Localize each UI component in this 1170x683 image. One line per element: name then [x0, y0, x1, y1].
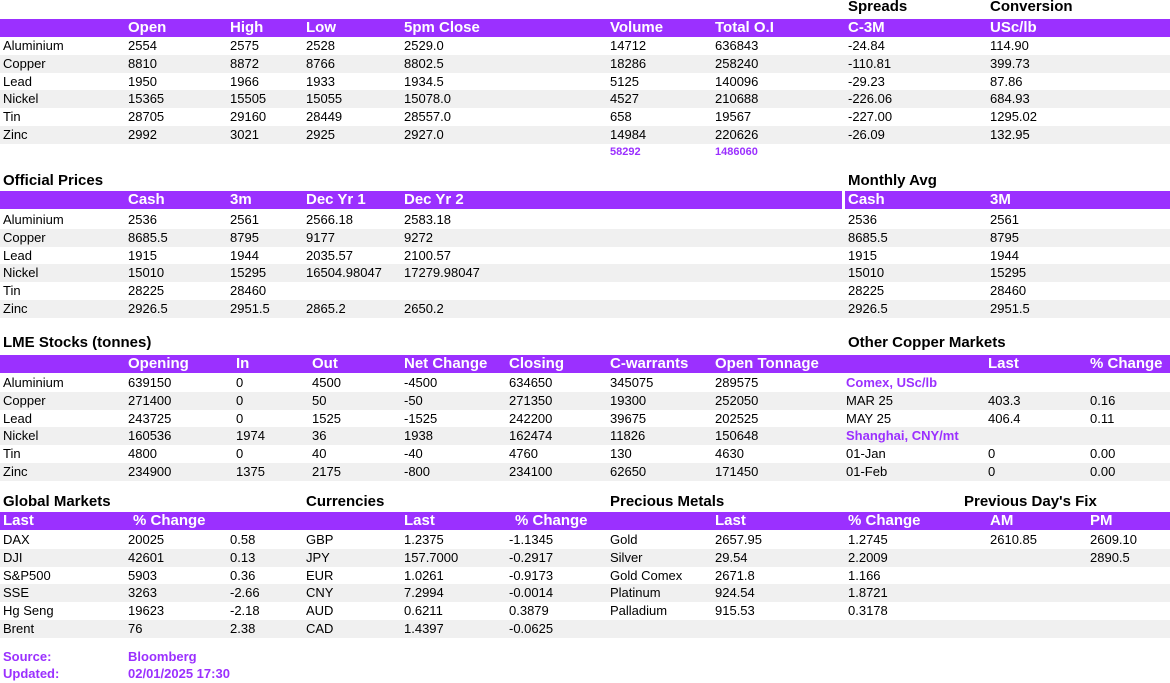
index-last: 3263: [128, 585, 157, 601]
stock-value: 4760: [509, 446, 538, 462]
monthly-value: 15295: [990, 265, 1027, 281]
stocks-col-header: Open Tonnage: [715, 355, 819, 372]
market-value: 1966: [230, 73, 259, 89]
market-value: 19567: [715, 109, 752, 125]
monthly-value: 8795: [990, 229, 1019, 245]
official-value: 15010: [128, 265, 165, 281]
stocks-col-header: Closing: [509, 355, 564, 372]
monthly-value: 1944: [990, 247, 1019, 263]
metal-name: Tin: [3, 283, 21, 299]
metal-name: Lead: [3, 247, 32, 263]
market-value: 29160: [230, 109, 267, 125]
stock-value: 39675: [610, 410, 647, 426]
market-value: 1950: [128, 73, 157, 89]
monthly-value: 2926.5: [848, 301, 888, 316]
markets-col-header: Volume: [610, 19, 664, 36]
market-value: -24.84: [848, 38, 885, 53]
index-name: Brent: [3, 621, 35, 636]
market-value: 8802.5: [404, 55, 444, 71]
index-change: 2.38: [230, 621, 256, 636]
copper-market-subheader: Comex, USc/lb: [846, 375, 938, 390]
official-value: 2926.5: [128, 301, 168, 316]
currency-change: -0.9173: [509, 567, 554, 583]
index-change: -2.66: [230, 585, 260, 601]
market-value: -29.23: [848, 73, 885, 89]
market-value: 14712: [610, 38, 647, 53]
metal-name: Aluminium: [3, 375, 64, 390]
currency-change: -1.1345: [509, 532, 554, 547]
copper-markets-title: Other Copper Markets: [848, 334, 1006, 351]
market-value: 18286: [610, 55, 647, 71]
stock-value: 0: [236, 375, 244, 390]
copper-market-subheader: Shanghai, CNY/mt: [846, 428, 959, 444]
stock-value: 1375: [236, 464, 265, 479]
market-value: 5125: [610, 73, 639, 89]
stock-value: 0: [236, 392, 244, 408]
markets-col-header: Low: [306, 19, 336, 36]
stock-value: 0: [236, 410, 244, 426]
official-value: 16504.98047: [306, 265, 382, 281]
market-value: 684.93: [990, 91, 1030, 107]
currency-last: 0.6211: [404, 603, 443, 619]
copper-contract: MAR 25: [846, 392, 893, 408]
market-value: 28449: [306, 109, 343, 125]
official-value: 2536: [128, 212, 157, 227]
market-value: 140096: [715, 73, 759, 89]
monthly-value: 2561: [990, 212, 1019, 227]
stock-value: 271400: [128, 392, 172, 408]
markets-col-header: USc/lb: [990, 19, 1037, 36]
stock-value: 4630: [715, 446, 744, 462]
market-value: 8872: [230, 55, 259, 71]
stock-value: 62650: [610, 464, 647, 479]
market-value: 399.73: [990, 55, 1030, 71]
precious-name: Gold Comex: [610, 567, 683, 583]
monthly-value: 2951.5: [990, 301, 1030, 316]
official-prices-title: Official Prices: [3, 172, 104, 189]
index-last: 19623: [128, 603, 165, 619]
precious-name: Silver: [610, 549, 643, 565]
precious-metals-title: Precious Metals: [610, 493, 725, 510]
stock-value: 4800: [128, 446, 157, 462]
copper-last: 0: [988, 464, 996, 479]
copper-change: 0.00: [1090, 464, 1116, 479]
stock-value: -50: [404, 392, 423, 408]
official-col-header: Cash: [128, 191, 165, 208]
stocks-col-header: C-warrants: [610, 355, 689, 372]
market-value: 4527: [610, 91, 639, 107]
market-value: 28557.0: [404, 109, 451, 125]
market-value: 2529.0: [404, 38, 444, 53]
market-value: 114.90: [990, 38, 1029, 53]
index-last: 42601: [128, 549, 165, 565]
metal-name: Nickel: [3, 428, 39, 444]
stock-value: 243725: [128, 410, 172, 426]
index-name: DJI: [3, 549, 23, 565]
precious-last: 2657.95: [715, 532, 762, 547]
precious-change: 0.3178: [848, 603, 888, 619]
metal-name: Lead: [3, 73, 32, 89]
metal-name: Zinc: [3, 127, 28, 142]
copper-contract: MAY 25: [846, 410, 892, 426]
market-value: -226.06: [848, 91, 893, 107]
metal-name: Lead: [3, 410, 32, 426]
market-value: 8810: [128, 55, 157, 71]
official-value: 28460: [230, 283, 267, 299]
stock-value: 1525: [312, 410, 341, 426]
index-last: 20025: [128, 532, 165, 547]
stock-value: 19300: [610, 392, 647, 408]
market-value: 14984: [610, 127, 647, 142]
stocks-col-header: Out: [312, 355, 338, 372]
official-value: 8795: [230, 229, 259, 245]
precious-name: Platinum: [610, 585, 661, 601]
official-value: 2100.57: [404, 247, 451, 263]
market-value: 2575: [230, 38, 259, 53]
monthly-col-header: 3M: [990, 191, 1011, 208]
official-value: 2951.5: [230, 301, 270, 316]
market-value: 1934.5: [404, 73, 444, 89]
stock-value: 271350: [509, 392, 553, 408]
index-name: Hg Seng: [3, 603, 54, 619]
metal-name: Nickel: [3, 265, 39, 281]
fix-pm: 2890.5: [1090, 549, 1130, 565]
stock-value: 2175: [312, 464, 341, 479]
stock-value: 252050: [715, 392, 759, 408]
precious-name: Gold: [610, 532, 638, 547]
official-value: 1944: [230, 247, 259, 263]
stock-value: -4500: [404, 375, 438, 390]
official-value: 2561: [230, 212, 259, 227]
section-col-header: AM: [990, 512, 1014, 529]
monthly-col-header: Cash: [848, 191, 885, 208]
currency-change: -0.0014: [509, 585, 554, 601]
source-label: Source:: [3, 649, 52, 664]
section-col-header: Last: [3, 512, 34, 529]
metal-name: Copper: [3, 392, 46, 408]
market-value: -227.00: [848, 109, 893, 125]
currency-change: -0.0625: [509, 621, 554, 636]
previous-fix-title: Previous Day's Fix: [964, 493, 1097, 510]
spreads-title: Spreads: [848, 0, 908, 15]
currency-last: 1.4397: [404, 621, 444, 636]
stock-value: 40: [312, 446, 327, 462]
currency-last: 1.2375: [404, 532, 444, 547]
stock-value: 1974: [236, 428, 265, 444]
copper-change: 0.16: [1090, 392, 1116, 408]
stock-value: -40: [404, 446, 423, 462]
copper-change: 0.11: [1090, 410, 1115, 426]
stock-value: 150648: [715, 428, 759, 444]
section-col-header: % Change: [133, 512, 206, 529]
markets-col-header: 5pm Close: [404, 19, 480, 36]
index-last: 5903: [128, 567, 157, 583]
metal-name: Aluminium: [3, 38, 64, 53]
official-col-header: Dec Yr 1: [306, 191, 366, 208]
copper-last: 406.4: [988, 410, 1021, 426]
copper-contract: 01-Jan: [846, 446, 886, 462]
official-value: 15295: [230, 265, 267, 281]
market-value: 2927.0: [404, 127, 444, 142]
stock-value: 0: [236, 446, 244, 462]
monthly-value: 28225: [848, 283, 885, 299]
section-col-header: % Change: [515, 512, 588, 529]
zebra-stripe: [0, 620, 1170, 638]
official-value: 2035.57: [306, 247, 353, 263]
official-col-header: 3m: [230, 191, 252, 208]
fix-am: 2610.85: [990, 532, 1037, 547]
precious-change: 1.166: [848, 567, 881, 583]
market-value: 15078.0: [404, 91, 451, 107]
section-col-header: PM: [1090, 512, 1113, 529]
market-value: 15365: [128, 91, 165, 107]
official-value: 9177: [306, 229, 335, 245]
market-value: 8766: [306, 55, 335, 71]
stocks-col-header: Opening: [128, 355, 189, 372]
currency-name: JPY: [306, 549, 330, 565]
stock-value: 639150: [128, 375, 172, 390]
stock-value: 242200: [509, 410, 553, 426]
precious-change: 1.2745: [848, 532, 888, 547]
updated-value: 02/01/2025 17:30: [128, 666, 230, 681]
currency-name: CNY: [306, 585, 334, 601]
official-value: 1915: [128, 247, 157, 263]
metal-name: Zinc: [3, 301, 28, 316]
market-value: 2992: [128, 127, 157, 142]
precious-change: 2.2009: [848, 549, 888, 565]
copper-col-header: Last: [988, 355, 1019, 372]
precious-name: Palladium: [610, 603, 668, 619]
stock-value: -1525: [404, 410, 438, 426]
stock-value: 234900: [128, 464, 172, 479]
stock-value: 171450: [715, 464, 759, 479]
market-value: 132.95: [990, 127, 1030, 142]
global-markets-title: Global Markets: [3, 493, 111, 510]
markets-col-header: C-3M: [848, 19, 885, 36]
official-value: 28225: [128, 283, 165, 299]
stock-value: 634650: [509, 375, 553, 390]
copper-change: 0.00: [1090, 446, 1116, 462]
volume-total: 58292: [610, 146, 641, 158]
currency-name: CAD: [306, 621, 334, 636]
market-value: -110.81: [848, 55, 892, 71]
zebra-stripe: [0, 549, 1170, 567]
index-change: 0.13: [230, 549, 256, 565]
market-value: 2925: [306, 127, 335, 142]
stock-value: 4500: [312, 375, 341, 390]
market-value: 2554: [128, 38, 157, 53]
market-value: 15055: [306, 91, 343, 107]
currency-name: EUR: [306, 567, 334, 583]
index-change: 0.58: [230, 532, 256, 547]
precious-last: 29.54: [715, 549, 748, 565]
stock-value: 11826: [610, 428, 646, 444]
currency-name: AUD: [306, 603, 334, 619]
copper-last: 403.3: [988, 392, 1021, 408]
market-value: 210688: [715, 91, 759, 107]
market-value: 658: [610, 109, 632, 125]
official-value: 2566.18: [306, 212, 353, 227]
precious-change: 1.8721: [848, 585, 888, 601]
metal-name: Aluminium: [3, 212, 64, 227]
copper-contract: 01-Feb: [846, 464, 888, 479]
stock-value: 50: [312, 392, 327, 408]
stock-value: 234100: [509, 464, 553, 479]
currency-change: -0.2917: [509, 549, 554, 565]
lme-stocks-title: LME Stocks (tonnes): [3, 334, 152, 351]
metal-name: Zinc: [3, 464, 28, 479]
stock-value: 1938: [404, 428, 433, 444]
metal-name: Tin: [3, 109, 21, 125]
zebra-stripe: [0, 427, 1170, 445]
monthly-value: 15010: [848, 265, 885, 281]
source-value: Bloomberg: [128, 649, 197, 664]
index-name: SSE: [3, 585, 30, 601]
currency-last: 7.2994: [404, 585, 444, 601]
precious-last: 924.54: [715, 585, 755, 601]
stock-value: 130: [610, 446, 632, 462]
metal-name: Tin: [3, 446, 21, 462]
index-name: S&P500: [3, 567, 51, 583]
precious-last: 915.53: [715, 603, 755, 619]
stock-value: 160536: [128, 428, 172, 444]
index-change: -2.18: [230, 603, 260, 619]
markets-col-header: Total O.I: [715, 19, 774, 36]
updated-label: Updated:: [3, 666, 60, 681]
metal-name: Copper: [3, 55, 46, 71]
currency-last: 157.7000: [404, 549, 459, 565]
metal-name: Copper: [3, 229, 46, 245]
stock-value: 162474: [509, 428, 553, 444]
market-value: 2528: [306, 38, 335, 53]
monthly-value: 1915: [848, 247, 877, 263]
index-name: DAX: [3, 532, 30, 547]
markets-col-header: High: [230, 19, 264, 36]
monthly-value: 2536: [848, 212, 877, 227]
zebra-stripe: [0, 584, 1170, 602]
currency-last: 1.0261: [404, 567, 444, 583]
stock-value: 202525: [715, 410, 759, 426]
stocks-col-header: In: [236, 355, 250, 372]
markets-col-header: Open: [128, 19, 167, 36]
section-col-header: Last: [404, 512, 435, 529]
market-value: 3021: [230, 127, 259, 142]
precious-last: 2671.8: [715, 567, 755, 583]
stocks-col-header: Net Change: [404, 355, 488, 372]
official-value: 2865.2: [306, 301, 346, 316]
market-value: 220626: [715, 127, 759, 142]
currency-change: 0.3879: [509, 603, 549, 619]
currencies-title: Currencies: [306, 493, 385, 510]
currency-name: GBP: [306, 532, 334, 547]
copper-col-header: % Change: [1090, 355, 1163, 372]
monthly-value: 8685.5: [848, 229, 888, 245]
market-value: 15505: [230, 91, 267, 107]
monthly-avg-title: Monthly Avg: [848, 172, 937, 189]
conversion-title: Conversion: [990, 0, 1073, 15]
official-value: 17279.98047: [404, 265, 480, 281]
monthly-value: 28460: [990, 283, 1027, 299]
official-col-header: Dec Yr 2: [404, 191, 464, 208]
official-value: 9272: [404, 229, 433, 245]
market-value: 28705: [128, 109, 165, 125]
market-value: 1933: [306, 73, 335, 89]
stock-value: -800: [404, 464, 431, 479]
official-value: 2650.2: [404, 301, 444, 316]
index-change: 0.36: [230, 567, 256, 583]
fix-pm: 2609.10: [1090, 532, 1137, 547]
market-value: 258240: [715, 55, 759, 71]
official-value: 2583.18: [404, 212, 451, 227]
oi-total: 1486060: [715, 146, 758, 158]
stock-value: 36: [312, 428, 327, 444]
market-value: 1295.02: [990, 109, 1037, 125]
stock-value: 289575: [715, 375, 759, 390]
stock-value: 345075: [610, 375, 654, 390]
market-value: -26.09: [848, 127, 885, 142]
market-value: 87.86: [990, 73, 1023, 89]
metal-name: Nickel: [3, 91, 39, 107]
index-last: 76: [128, 621, 143, 636]
market-value: 636843: [715, 38, 759, 53]
section-col-header: % Change: [848, 512, 921, 529]
copper-last: 0: [988, 446, 996, 462]
official-value: 8685.5: [128, 229, 168, 245]
section-col-header: Last: [715, 512, 746, 529]
